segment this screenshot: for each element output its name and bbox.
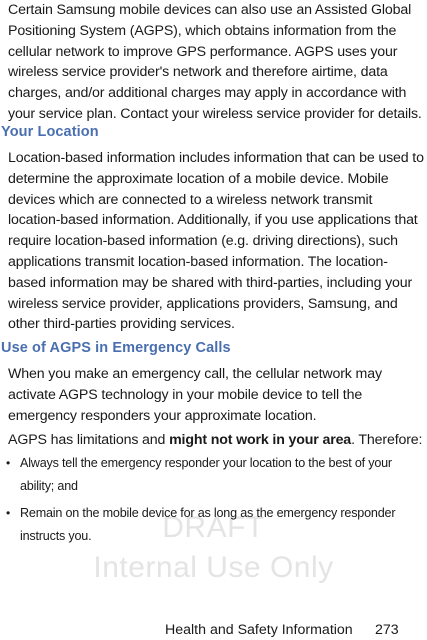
page-footer <box>0 622 427 640</box>
bullet-list <box>6 452 422 552</box>
emergency-body-paragraph: When you make an emergency call, the cellular network may activate AGPS technology in your mobile device to tell the emergency responders your approximate location. <box>8 366 382 424</box>
limitations-paragraph <box>8 430 424 451</box>
bullet-text: Always tell the emergency responder your location to the best of your ability; and <box>20 456 392 493</box>
bullet-icon: • <box>6 456 11 470</box>
location-body-paragraph: Location-based information includes information that can be used to determine the approximate location of a mobile device. Mobile devices which are connected to a wireless network transmit location-based information. Additionally, if you use applications that require location-based information (e.g. driving directions), such applications transmit location-based information. The location-based information may be shared with third-parties, including your wireless service provider, applications providers, Samsung, and other third-parties providing services. <box>8 150 424 333</box>
footer-section-title: Health and Safety Information <box>165 622 353 638</box>
limitations-bold: might not work in your area <box>169 432 352 448</box>
heading-agps-emergency-calls: Use of AGPS in Emergency Calls <box>1 340 231 356</box>
watermark-internal-use: Internal Use Only <box>93 551 334 584</box>
bullet-text: Remain on the mobile device for as long as the emergency responder instructs you. <box>20 506 396 543</box>
watermark-draft: DRAFT <box>162 511 265 544</box>
bullet-icon: • <box>6 506 11 520</box>
limitations-suffix: . Therefore: <box>351 432 423 448</box>
heading-your-location: Your Location <box>1 124 99 140</box>
list-item <box>6 502 422 547</box>
page-number: 273 <box>375 622 399 638</box>
limitations-prefix: AGPS has limitations and <box>8 432 170 448</box>
agps-intro-paragraph: Certain Samsung mobile devices can also use an Assisted Global Positioning System (AGPS), which obtains information from the cellular network to improve GPS performance. AGPS uses your wireless service provider's network and therefore airtime, data charges, and/or additional charges may apply in accordance with your service plan. Contact your wireless service provider for details. <box>8 2 422 122</box>
list-item <box>6 452 422 497</box>
